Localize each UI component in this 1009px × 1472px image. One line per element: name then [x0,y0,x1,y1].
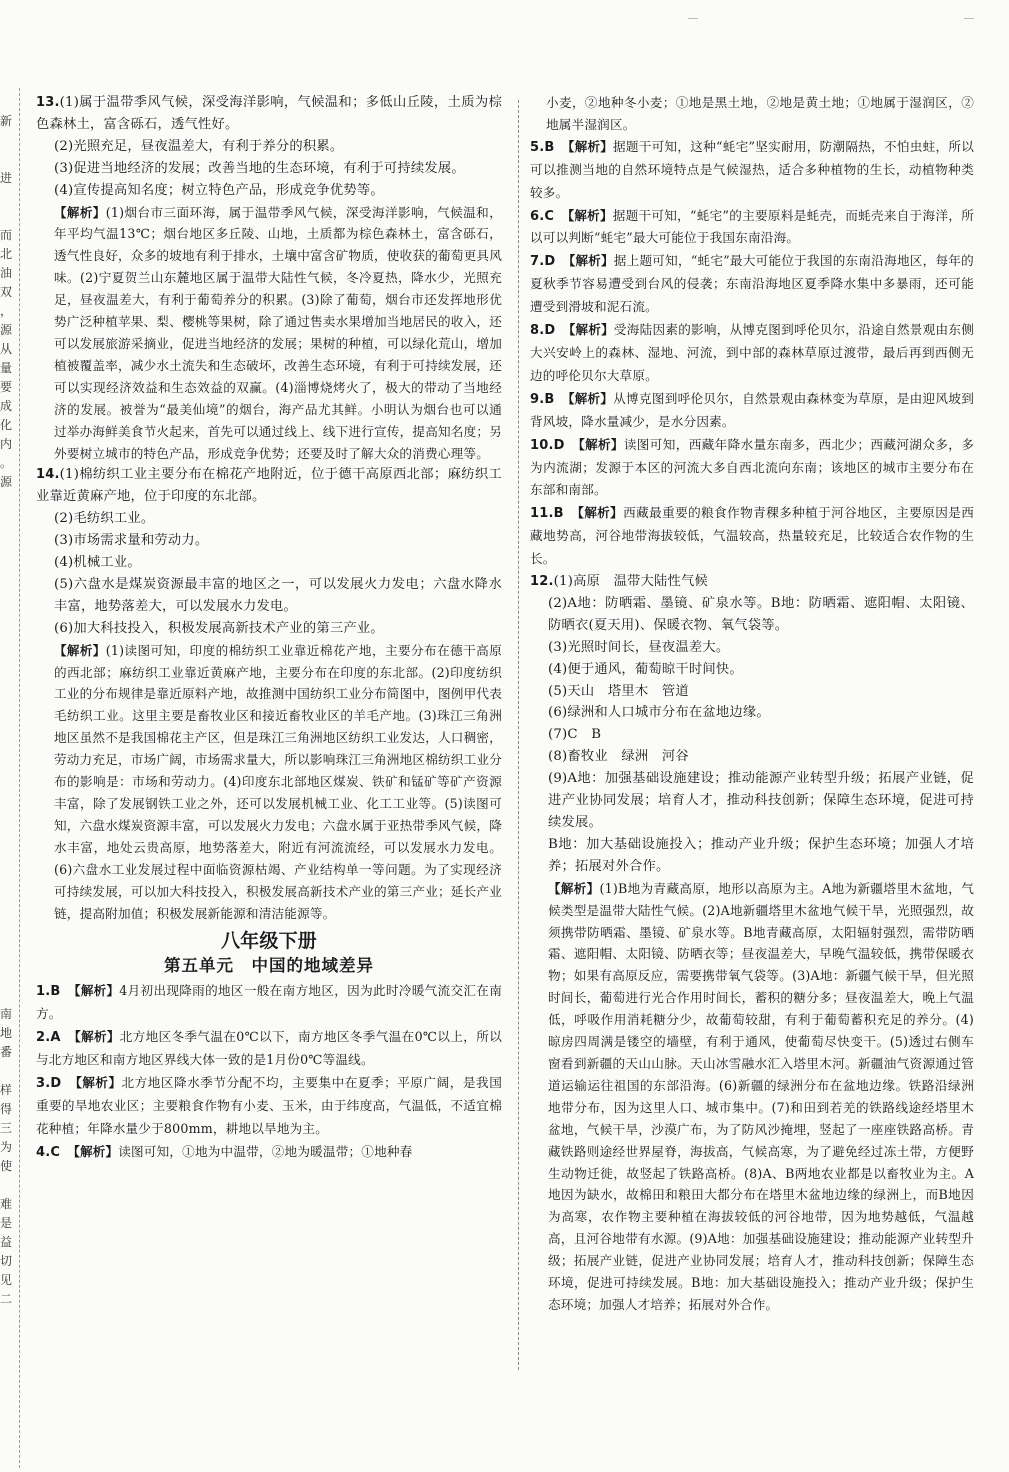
margin-fragment: 样 [0,1083,13,1097]
analysis-text: (1)烟台市三面环海，属于温带季风气候，深受海洋影响，气候温和，年平均气温13℃；烟台地区多丘陵、山地，土质都为棕色森林土，富含砾石，透气性良好，众多的坡地有利于排水，土壤中富含矿物质，使收获的葡萄更具风味。(2)宁夏贺兰山东麓地区属于温带大陆性气候，冬冷夏热，降水少，光照充足，昼夜温差大，有利于葡萄养分的积累。(3)除了葡萄，烟台市还发挥地形优势广泛种植苹果、梨、樱桃等果树，除了通过售卖水果增加当地居民的收入，还可以发展旅游采摘业，促进当地经济的发展；果树的种植，可以绿化荒山，增加植被覆盖率，减少水土流失和生态破坏，改善生态环境，有利于可持续发展，还可以实现经济效益和生态效益的双赢。(4)淄博烧烤火了，极大的带动了当地经济的发展。被誉为“最美仙境”的烟台，海产品尤其鲜。小明认为烟台也可以通过举办海鲜美食节火起来，首先可以通过线上、线下进行宣传，提高知名度；另外要树立城市的特色产品，形成竞争优势；还要及时了解大众的消费心理等。 [54,204,502,461]
analysis-text: 北方地区冬季气温在0℃以下，南方地区冬季气温在0℃以上，所以与北方地区和南方地区界线大体一致的是1月份0℃等温线。 [36,1029,502,1068]
answer-text: (5)六盘水是煤炭资源最丰富的地区之一，可以发展火力发电；六盘水降水丰富，地势落差大，可以发展水力发电。 [54,576,502,614]
question-number: 10. [530,437,554,453]
margin-fragment: 难 [0,1197,13,1211]
margin-fragment [0,777,16,796]
answer-choice: B [50,984,61,1000]
analysis-text: 4月初出现降雨的地区一般在南方地区，因为此时冷暖气流交汇在南方。 [36,983,502,1022]
margin-fragment: ， [0,304,13,318]
question-number: 1. [36,984,51,1000]
binding-line [19,88,21,1468]
answer-text: (7)C B [548,727,602,743]
margin-fragment [0,834,16,853]
answer-choice: B [553,506,564,522]
margin-fragment: 南 [0,1007,13,1021]
analysis-text: (1)读图可知，印度的棉纺织工业靠近棉花产地，主要分布在德干高原的西北部；麻纺织工业靠近黄麻产地，主要分布在印度的东北部。(2)印度纺织工业的分布规律是靠近原料产地，故推测中国纺织工业分布简图中，图例甲代表毛纺织工业。这里主要是畜牧业区和接近畜牧业区的羊毛产地。(3)珠江三角洲地区虽然不是我国棉花主产区，但是珠江三角洲地区纺织工业发达，人口稠密，劳动力充足，市场广阔，市场需求量大，所以影响珠江三角洲地区棉纺织工业分布的影响是：市场和劳动力。(4)印度东北部地区煤炭、铁矿和锰矿等矿产资源丰富，除了发展钢铁工业之外，还可以发展机械工业、化工工业等。(5)读图可知，六盘水煤炭资源丰富，可以发展火力发电；六盘水属于亚热带季风气候，降水丰富，地处云贵高原，地势落差大，附近有河流流经，可以发展水力发电。(6)六盘水工业发展过程中面临资源枯竭、产业结构单一等问题。为了实现经济可持续发展，可以加大科技投入，积极发展高新技术产业的第三产业；延长产业链，提高附加值；积极发展新能源和清洁能源等。 [54,642,502,921]
analysis-tag: 【解析】 [567,207,613,223]
margin-fragment: 新 [0,114,13,128]
question-3 [36,1072,502,1141]
margin-fragment [0,568,16,587]
answer-choice: D [544,323,556,339]
analysis-tag: 【解析】 [578,436,624,452]
question-4 [36,1141,502,1164]
analysis-tag: 【解析】 [577,505,624,521]
margin-fragment [0,815,16,834]
question-2 [36,1026,502,1072]
answer-text: (6)加大科技投入，积极发展高新技术产业的第三产业。 [54,620,384,636]
margin-fragment: 进 [0,171,13,185]
analysis-text: 据题干可知，这种“蚝宅”坚实耐用，防潮隔热，不怕虫蛀，所以可以推测当地的自然环境特点是气候湿热，适合多种植物的生长，动植物种类较多。 [530,138,974,200]
answer-text: (4)机械工业。 [54,555,141,571]
margin-fragment [0,511,16,530]
margin-fragment [0,549,16,568]
analysis-tag: 【解析】 [569,322,614,338]
analysis-text: 北方地区降水季节分配不均，主要集中在夏季；平原广阔，是我国重要的旱地农业区；主要粮食作物有小麦、玉米，由于纬度高，气温低，不适宜棉花种植；年降水量少于800mm，耕地以旱地为主。 [36,1075,502,1136]
margin-fragment [0,131,16,150]
analysis-text-continued: 小麦，②地种冬小麦；①地是黑土地，②地是黄土地；①地属于湿润区，②地属半湿润区。 [546,95,974,132]
margin-fragment [0,663,16,682]
question-number: 8. [530,323,545,339]
margin-fragment: 地 [0,1026,13,1040]
margin-fragment [0,758,16,777]
question-12 [530,571,974,1316]
analysis-tag: 【解析】 [568,390,614,406]
answer-text: (1)棉纺织工业主要分布在棉花产地附近，位于德干高原西北部；麻纺织工业靠近黄麻产地，位于印度的东北部。 [36,467,502,505]
answer-text: (8)畜牧业 绿洲 河谷 [548,749,689,765]
margin-fragment: 三 [0,1121,13,1135]
margin-fragment [0,150,16,169]
margin-fragment [0,644,16,663]
margin-fragment [0,872,16,891]
analysis-tag: 【解析】 [54,642,106,658]
margin-fragment: 源 [0,475,13,489]
margin-fragment: 番 [0,1045,13,1059]
margin-fragment: 。 [0,456,13,470]
margin-fragment: 源 [0,323,13,337]
margin-fragment: 量 [0,361,13,375]
margin-fragment [0,853,16,872]
margin-fragment [0,587,16,606]
margin-fragment [0,1062,16,1081]
analysis-text: 读图可知，①地为中温带，②地为暖温带；①地种春 [118,1143,413,1159]
answer-choice: D [553,437,565,453]
analysis-text: 西藏最重要的粮食作物青稞多种植于河谷地区，主要原因是西藏地势高，河谷地带海拔较低，气温较高，热量较充足，比较适合农作物的生长。 [530,505,974,567]
analysis-tag: 【解析】 [568,138,614,154]
analysis-tag: 【解析】 [75,1075,122,1091]
margin-fragment [0,530,16,549]
margin-fragment [0,739,16,758]
question-number: 11. [530,506,554,522]
section-title: 八年级下册 [220,930,317,953]
margin-fragment: 成 [0,399,13,413]
question-number: 12. [530,574,554,590]
question-number: 7. [530,254,545,270]
margin-fragment [0,701,16,720]
margin-fragment: 是 [0,1216,13,1230]
question-number: 9. [530,391,545,407]
answer-text: (2)毛纺织工业。 [54,511,155,527]
answer-text: (3)促进当地经济的发展；改善当地的生态环境，有利于可持续发展。 [54,160,465,176]
margin-fragment [0,492,16,511]
question-number: 14. [36,467,60,483]
answer-choice: C [50,1144,61,1160]
margin-fragment [0,910,16,929]
answer-choice: B [544,391,555,407]
question-number: 6. [530,208,545,224]
question-5 [530,136,974,205]
analysis-tag: 【解析】 [548,880,600,896]
margin-fragment: 为 [0,1140,13,1154]
question-14 [36,464,502,924]
analysis-text: (1)B地为青藏高原，地形以高原为主。A地为新疆塔里木盆地，气候类型是温带大陆性气候。(2)A地新疆塔里木盆地气候干旱，光照强烈，故须携带防晒霜、墨镜、矿泉水等。B地青藏高原，太阳辐射强烈，需带防晒霜、遮阳帽、太阳镜、防晒衣等；昼夜温差大，早晚气温较低，携带保暖衣物；如果有高原反应，需要携带氧气袋等。(3)A地：新疆气候干旱，但光照时间长，葡萄进行光合作用时间长，蓄积的糖分多；昼夜温差大，晚上气温低，呼吸作用消耗糖分少，故葡萄较甜，有利于葡萄蓄积充足的养分。(4)晾房四周满是镂空的墙壁，有利于通风，使葡萄尽快变干。(5)透过右侧车窗看到新疆的天山山脉。天山冰雪融水汇入塔里木河。新疆油气资源通过管道运输运往祖国的东部沿海。(6)新疆的绿洲分布在盆地边缘。铁路沿绿洲地带分布，因为这里人口、城市集中。(7)和田到若羌的铁路线途经塔里木盆地，气候干旱，沙漠广布，为了防风沙掩埋，竖起了一座座铁路高桥。青藏铁路则途经世界屋脊，海拔高，气候高寒，为了避免经过冻土带，方便野生动物迁徙，故竖起了铁路高桥。(8)A、B两地农业都是以畜牧业为主。A地因为缺水，故棉田和粮田大都分布在塔里木盆地边缘的绿洲上，而B地因为高寒，农作物主要种植在海拔较低的河谷地带，因为地势越低，气温越高，且河谷地带有水源。(9)A地：加强基础设施建设；推动能源产业转型升级；拓展产业链，促进产业协同发展；培育人才，推动科技创新；保障生态环境，促进可持续发展。B地：加大基础设施投入；推动产业升级；保护生态环境；加强人才培养；拓展对外合作。 [548,880,974,1312]
cropped-margin-text [0,112,16,1309]
analysis-text: 据上题可知，“蚝宅”最大可能位于我国的东南沿海地区，每年的夏秋季节容易遭受到台风的侵袭；东南沿海地区夏季降水集中多暴雨，还可能遭受到滑坡和泥石流。 [530,253,974,315]
analysis-text: 读图可知，西藏年降水量东南多，西北少；西藏河湖众多，多为内流湖；发源于本区的河流大多自西北流向东南；该地区的城市主要分布在东部和南部。 [530,436,975,498]
answer-text: (6)绿洲和人口城市分布在盆地边缘。 [548,705,770,721]
answer-text: (5)天山 塔里木 管道 [548,683,689,699]
margin-fragment: 内 [0,437,13,451]
margin-fragment [0,720,16,739]
answer-choice: D [50,1076,62,1092]
answer-choice: D [544,254,556,270]
analysis-tag: 【解析】 [54,204,106,220]
answer-text: (2)光照充足，昼夜温差大，有利于养分的积累。 [54,138,344,154]
margin-fragment [0,1176,16,1195]
question-number: 2. [36,1030,51,1046]
question-number: 5. [530,139,545,155]
margin-fragment: 切 [0,1254,13,1268]
margin-fragment [0,929,16,948]
analysis-text: 受海陆因素的影响，从博克图到呼伦贝尔，沿途自然景观由东侧大兴安岭上的森林、湿地、河流，到中部的森林草原过渡带，最后再到西侧无边的呼伦贝尔大草原。 [530,322,974,383]
margin-fragment: 得 [0,1102,13,1116]
margin-fragment [0,891,16,910]
margin-fragment: 益 [0,1235,13,1249]
margin-fragment [0,682,16,701]
answer-text: (1)高原 温带大陆性气候 [553,574,709,590]
answer-text: (2)A地：防晒霜、墨镜、矿泉水等。B地：防晒霜、遮阳帽、太阳镜、防晒衣(夏天用)、保暖衣物、氧气袋等。 [548,595,974,633]
question-9 [530,388,974,434]
question-7 [530,250,974,319]
right-column [530,92,974,1316]
margin-fragment: 使 [0,1159,13,1173]
answer-text: (1)属于温带季风气候，深受海洋影响，气候温和；多低山丘陵，土质为棕色森林土，富含砾石，透气性好。 [36,95,502,132]
margin-fragment: 从 [0,342,13,356]
analysis-tag: 【解析】 [74,1029,120,1045]
question-10 [530,434,974,503]
question-number: 4. [36,1144,51,1160]
question-6 [530,205,974,251]
answer-choice: B [544,139,555,155]
margin-fragment [0,948,16,967]
margin-fragment: 双 [0,285,13,299]
answer-choice: A [50,1030,61,1046]
question-11 [530,502,974,571]
margin-fragment [0,986,16,1005]
answer-text: (3)市场需求量和劳动力。 [54,533,209,549]
margin-fragment [0,606,16,625]
analysis-tag: 【解析】 [569,253,614,269]
margin-fragment [0,207,16,226]
margin-fragment: 见 [0,1273,13,1287]
question-8 [530,319,974,388]
margin-fragment [0,967,16,986]
answer-text: (9)A地：加强基础设施建设；推动能源产业转型升级；拓展产业链，促进产业协同发展；培育人才，推动科技创新；保障生态环境，促进可持续发展。 [548,771,974,830]
question-13 [36,92,502,464]
margin-fragment: 油 [0,266,13,280]
answer-choice: C [544,208,555,224]
margin-fragment: 而 [0,228,13,242]
column-divider [518,100,519,1370]
margin-fragment: 要 [0,380,13,394]
scan-mark [964,18,974,19]
margin-fragment [0,796,16,815]
question-number: 3. [36,1076,51,1092]
analysis-tag: 【解析】 [74,983,120,999]
margin-fragment [0,188,16,207]
left-column [36,92,502,1164]
question-1 [36,980,502,1026]
analysis-text: 据题干可知，“蚝宅”的主要原料是蚝壳，而蚝壳来自于海洋，所以可以判断“蚝宅”最大可能位于我国东南沿海。 [530,207,974,246]
scan-mark [688,18,698,19]
answer-text: (4)便于通风，葡萄晾干时间快。 [548,661,743,677]
margin-fragment: 化 [0,418,13,432]
analysis-tag: 【解析】 [73,1143,119,1159]
margin-fragment [0,625,16,644]
answer-text: (4)宣传提高知名度；树立特色产品，形成竞争优势等。 [54,182,384,198]
margin-fragment: 北 [0,247,13,261]
margin-fragment: 二 [0,1292,13,1306]
analysis-text: 从博克图到呼伦贝尔，自然景观由森林变为草原，是由迎风坡到背风坡，降水量减少，是水分因素。 [530,390,975,429]
question-number: 13. [36,95,60,110]
unit-title: 第五单元 中国的地域差异 [164,956,374,976]
answer-text: (3)光照时间长，昼夜温差大。 [548,639,730,655]
answer-text: B地：加大基础设施投入；推动产业升级；保护生态环境；加强人才培养；拓展对外合作。 [548,836,974,874]
